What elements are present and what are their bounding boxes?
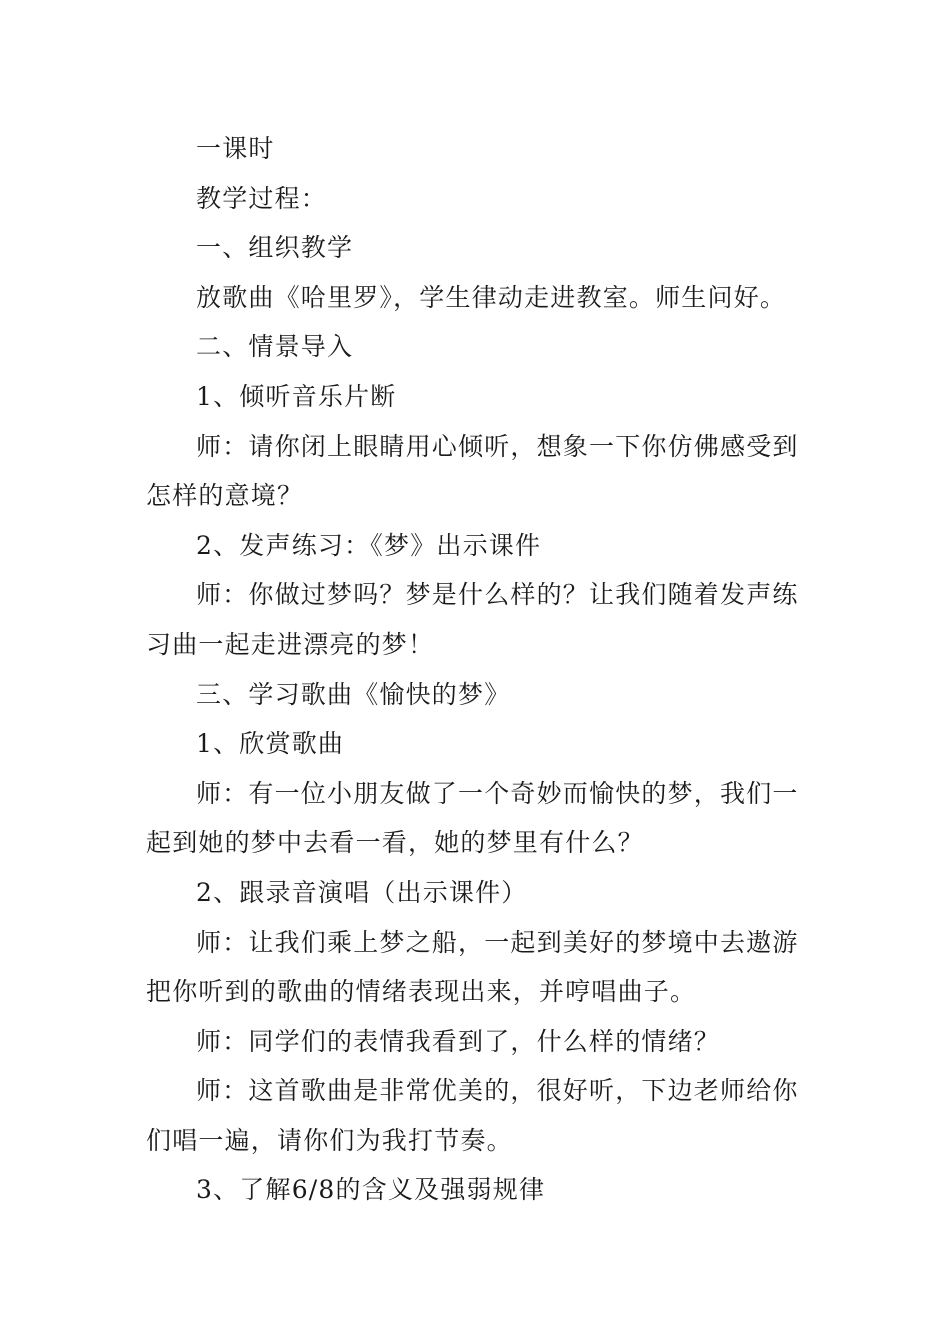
paragraph: 一课时 [196,134,275,163]
subsection-heading: 2、发声练习：《梦》出示课件 [196,530,542,560]
section-heading: 三、学习歌曲《愉快的梦》 [196,679,511,709]
paragraph: 师：这首歌曲是非常优美的，很好听，下边老师给你们唱一遍，请你们为我打节奏。 [146,1076,799,1155]
section-heading: 二、情景导入 [196,332,354,362]
subsection-heading: 2、跟录音演唱（出示课件） [196,877,528,907]
paragraph: 师：你做过梦吗？梦是什么样的？让我们随着发声练习曲一起走进漂亮的梦！ [146,580,799,659]
subsection-heading: 3、了解6/8的含义及强弱规律 [196,1175,546,1205]
paragraph: 放歌曲《哈里罗》，学生律动走进教室。师生问好。 [196,282,787,312]
paragraph: 教学过程： [196,183,328,213]
document-body [146,124,810,1215]
subsection-heading: 1、倾听音乐片断 [196,381,397,411]
paragraph: 师：有一位小朋友做了一个奇妙而愉快的梦，我们一起到她的梦中去看一看，她的梦里有什么？ [146,778,799,858]
section-heading: 一、组织教学 [196,233,354,263]
paragraph: 师：让我们乘上梦之船，一起到美好的梦境中去遨游把你听到的歌曲的情绪表现出来，并哼唱曲子。 [146,927,799,1007]
paragraph: 师：请你闭上眼睛用心倾听，想象一下你仿佛感受到怎样的意境？ [146,431,799,511]
subsection-heading: 1、欣赏歌曲 [196,729,345,759]
paragraph: 师：同学们的表情我看到了，什么样的情绪？ [196,1026,721,1056]
